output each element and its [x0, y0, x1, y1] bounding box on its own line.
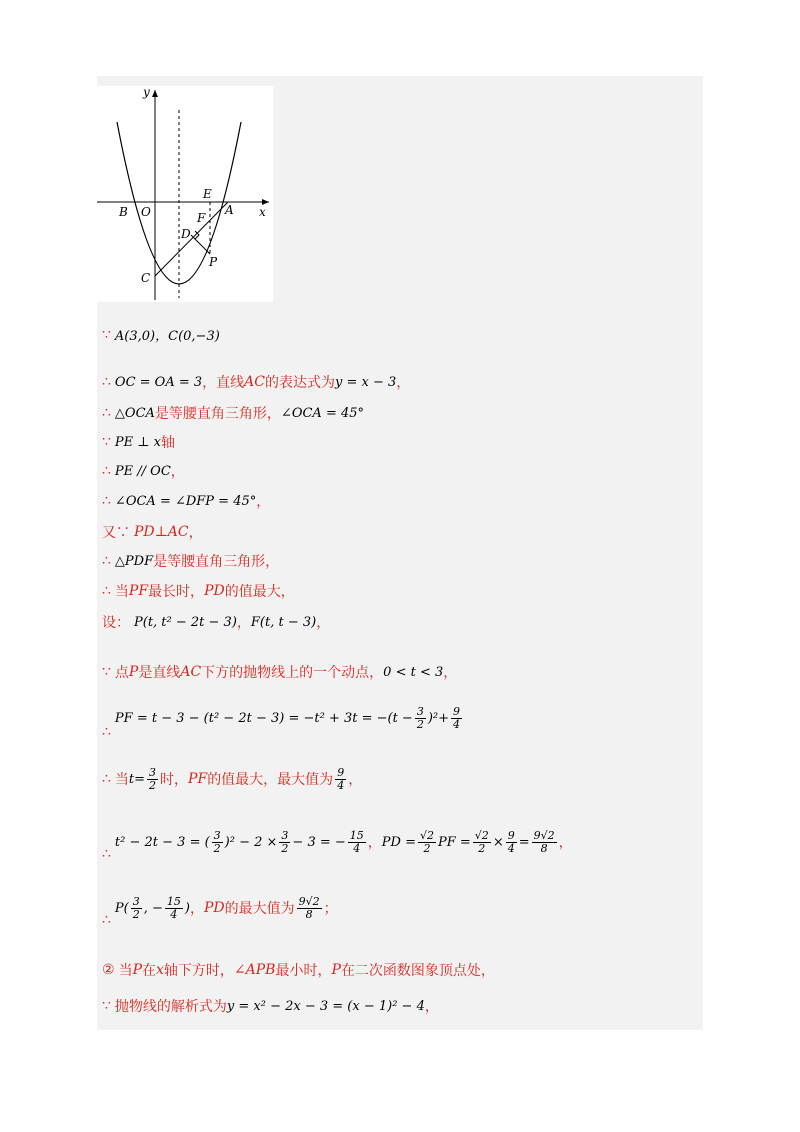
label-E: E	[203, 187, 212, 201]
label-y: y	[143, 86, 150, 99]
label-D: D	[181, 227, 191, 241]
line-17: ∵ 抛物线的解析式为 y = x² − 2x − 3 = (x − 1)² − 4 ，	[102, 998, 439, 1015]
parabola-diagram	[97, 86, 273, 302]
fraction: $\frac{3}{2}$	[149, 766, 157, 792]
fraction: $\frac{3}{2}$	[416, 704, 424, 731]
line-5: ∴ PE // OC ，	[102, 463, 185, 480]
fraction: $\frac{3}{2}$	[281, 828, 289, 855]
line-10: 设： P(t, t² − 2t − 3) ， F(t, t − 3) ，	[102, 614, 331, 631]
label-A: A	[225, 203, 234, 217]
line-14: ∴ t² − 2t − 3 = ( $\frac{3}{2}$ )² − 2 × $\frac{3}{2}$ − 3 = − $\frac{15}{4}$ ， PD = $\frac{√2}{2}$ PF = $\frac{√2}{2}$ × $\frac{9}{4}$ = $\frac{9√2}{8}$ ，	[102, 828, 573, 862]
line-8: ∴ △PDF 是等腰直角三角形，	[102, 553, 280, 570]
fraction: $\frac{√2}{2}$	[474, 828, 489, 855]
line-12: ∴ PF = t − 3 − (t² − 2t − 3) = −t² + 3t = −(t − $\frac{3}{2}$ )²+ $\frac{9}{4}$	[102, 704, 461, 740]
fraction: $\frac{9√2}{8}$	[298, 894, 320, 921]
label-C: C	[141, 271, 151, 285]
label-P: P	[209, 255, 218, 269]
line-11: ∵ 点 P 是直线 AC 下方的抛物线上的一个动点， 0 < t < 3 ，	[102, 664, 458, 681]
fraction: $\frac{9}{4}$	[453, 704, 461, 731]
line-2: ∴ OC = OA = 3 ，直线 AC 的表达式为 y = x − 3 ，	[102, 374, 411, 391]
label-B: B	[119, 205, 128, 219]
fraction: $\frac{15}{4}$	[349, 828, 364, 855]
line-3: ∴ △OCA 是等腰直角三角形， ∠OCA = 45°	[102, 405, 365, 422]
line-4: ∵ PE ⊥ x 轴	[102, 434, 175, 451]
fraction: $\frac{15}{4}$	[166, 894, 181, 921]
line-9: ∴ 当 PF 最长时， PD 的值最大，	[102, 583, 295, 600]
line-16: ② 当 P 在 x 轴下方时， ∠APB 最小时， P 在二次函数图象顶点处，	[102, 962, 495, 979]
fraction: $\frac{9√2}{8}$	[533, 828, 555, 855]
fraction: $\frac{9}{4}$	[337, 766, 345, 792]
line-6: ∴ ∠OCA = ∠DFP = 45° ，	[102, 493, 271, 510]
line-15: ∴ P( $\frac{3}{2}$ , − $\frac{15}{4}$ ) ， PD 的最大值为 $\frac{9√2}{8}$ ；	[102, 894, 338, 928]
label-O: O	[141, 205, 151, 219]
fraction: $\frac{3}{2}$	[132, 894, 140, 921]
parabola-figure	[97, 86, 273, 302]
label-F: F	[197, 211, 206, 225]
line-7: 又∵ PD⊥AC ，	[102, 524, 203, 541]
fraction: $\frac{9}{4}$	[507, 828, 515, 855]
fraction: $\frac{√2}{2}$	[419, 828, 434, 855]
label-x: x	[259, 205, 266, 219]
line-13: ∴ 当 t= $\frac{3}{2}$ 时， PF 的值最大，最大值为 $\frac{9}{4}$ ，	[102, 766, 363, 792]
fraction: $\frac{3}{2}$	[213, 828, 221, 855]
line-1: ∵ A(3,0)，C(0,−3)	[102, 326, 220, 344]
